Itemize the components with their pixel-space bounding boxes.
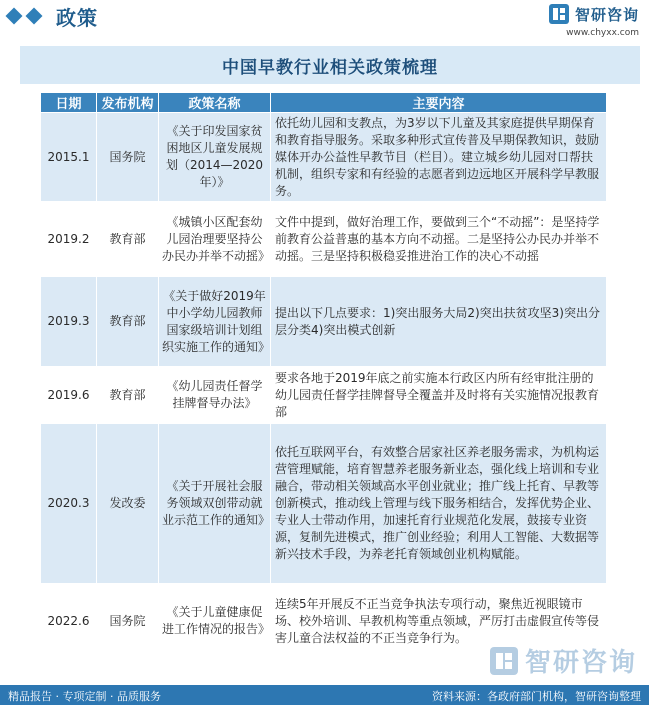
cell-org: 教育部 [97, 277, 159, 367]
cell-content: 要求各地于2019年底之前实施本行政区内所有经审批注册的幼儿园责任督学挂牌督导全覆盖并及时将有关实施情况报教育部 [271, 367, 607, 424]
watermark-logo-icon [489, 646, 519, 676]
cell-org: 教育部 [97, 367, 159, 424]
brand-logo-icon [548, 3, 570, 25]
brand [548, 3, 639, 25]
cell-org: 教育部 [97, 202, 159, 277]
table-header-row [41, 93, 607, 113]
table-row [41, 113, 607, 202]
cell-policy-name: 《关于开展社会服务领域双创带动就业示范工作的通知》 [159, 424, 271, 584]
watermark-text: 智研咨询 [524, 648, 637, 678]
diamond-icon [6, 8, 23, 25]
cell-date: 2019.6 [41, 367, 97, 424]
cell-policy-name: 《城镇小区配套幼儿园治理要坚持公办民办并举不动摇》 [159, 202, 271, 277]
footer-bar [0, 685, 649, 705]
section-title: 政策 [56, 5, 98, 30]
policy-table [40, 92, 607, 659]
table-row [41, 277, 607, 367]
section-heading [8, 4, 98, 28]
cell-date: 2020.3 [41, 424, 97, 584]
cell-content: 连续5年开展反不正当竞争执法专项行动，聚焦近视眼镜市场、校外培训、早教机构等重点领域，严厉打击虚假宣传等侵害儿童合法权益的不正当竞争行为。 [271, 584, 607, 659]
cell-org: 发改委 [97, 424, 159, 584]
brand-name: 智研咨询 [574, 5, 639, 24]
cell-date: 2022.6 [41, 584, 97, 659]
watermark [489, 642, 637, 679]
cell-date: 2019.2 [41, 202, 97, 277]
column-header-name: 政策名称 [159, 93, 271, 113]
footer-slogan: 精品报告 · 专项定制 · 品质服务 [8, 690, 161, 703]
cell-content: 提出以下几点要求：1)突出服务大局2)突出扶贫攻坚3)突出分层分类4)突出模式创新 [271, 277, 607, 367]
cell-date: 2019.3 [41, 277, 97, 367]
cell-org: 国务院 [97, 113, 159, 202]
brand-url: www.chyxx.com [566, 28, 639, 38]
cell-policy-name: 《关于做好2019年中小学幼儿园教师国家级培训计划组织实施工作的通知》 [159, 277, 271, 367]
top-bar [0, 0, 649, 36]
table-row [41, 424, 607, 584]
column-header-org: 发布机构 [97, 93, 159, 113]
cell-policy-name: 《幼儿园责任督学挂牌督导办法》 [159, 367, 271, 424]
column-header-date: 日期 [41, 93, 97, 113]
cell-policy-name: 《关于印发国家贫困地区儿童发展规划（2014—2020年）》 [159, 113, 271, 202]
table-title: 中国早教行业相关政策梳理 [222, 57, 438, 78]
cell-org: 国务院 [97, 584, 159, 659]
cell-content: 依托互联网平台，有效整合居家社区养老服务需求，为机构运营管理赋能，培育智慧养老服务新业态，强化线上培训和专业融合，带动相关领域高水平创业就业；推广线上托育、早教等创新模式，推动线上管理与线下服务相结合，发挥优势企业、专业人士带动作用，加速托育行业规范化发展，鼓接专业资源，复制先进模式，推广创业经验；利用人工智能、大数据等新兴技术手段，为养老托育领域创业机构赋能。 [271, 424, 607, 584]
table-title-band [20, 46, 640, 84]
cell-policy-name: 《关于儿童健康促进工作情况的报告》 [159, 584, 271, 659]
table-row [41, 367, 607, 424]
table-row [41, 202, 607, 277]
cell-content: 依托幼儿园和支教点，为3岁以下儿童及其家庭提供早期保育和教育指导服务。采取多种形式宣传普及早期保教知识，鼓励媒体开办公益性早教节目（栏目）。建立城乡幼儿园对口帮扶机制，组织专家和有经验的志愿者到边远地区开展科学早教服务。 [271, 113, 607, 202]
footer-source: 资料来源：各政府部门机构，智研咨询整理 [432, 690, 641, 703]
column-header-content: 主要内容 [271, 93, 607, 113]
diamond-icon [26, 8, 43, 25]
cell-content: 文件中提到，做好治理工作，要做到三个“不动摇”：是坚持学前教育公益普惠的基本方向不动摇。二是坚持公办民办并举不动摇。三是坚持积极稳妥推进治工作的决心不动摇 [271, 202, 607, 277]
cell-date: 2015.1 [41, 113, 97, 202]
